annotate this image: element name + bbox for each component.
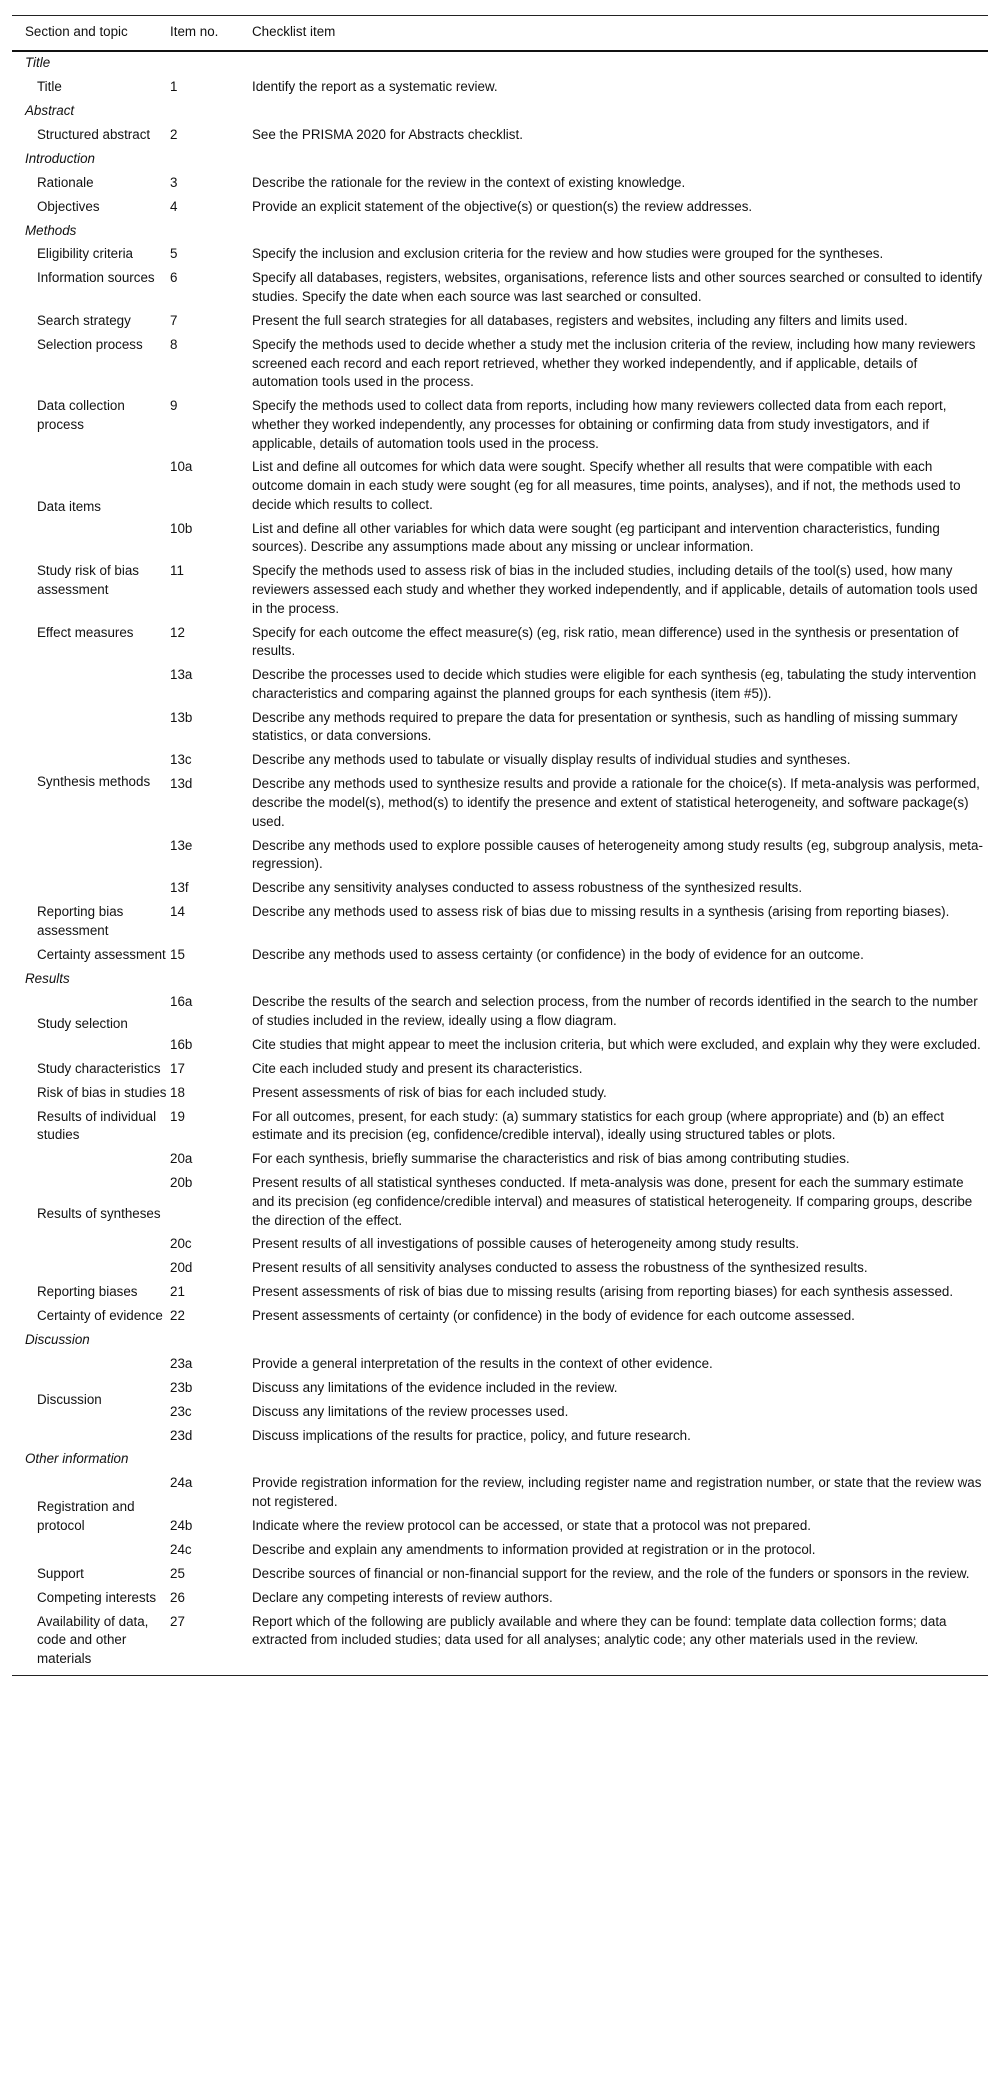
topic-cell: Risk of bias in studies — [37, 1084, 167, 1100]
checklist-item-text: Present results of all sensitivity analyses conducted to assess the robustness of the synthesized results. — [252, 1260, 868, 1276]
table-row — [12, 900, 988, 943]
checklist-item-text: Indicate where the review protocol can be accessed, or state that a protocol was not prepared. — [252, 1517, 812, 1533]
item-number: 13d — [170, 776, 193, 792]
table-row — [12, 1148, 988, 1172]
section-row — [12, 51, 988, 76]
checklist-item-text: Specify the methods used to assess risk of bias in the included studies, including details of the tool(s) used, how many reviewers assessed each study and whether they worked independently, and if applicable, details of automation tools used in the process. — [252, 563, 978, 616]
item-number: 15 — [170, 946, 185, 962]
item-number: 16a — [170, 994, 193, 1010]
checklist-item-text: Specify for each outcome the effect measure(s) (eg, risk ratio, mean difference) used in the synthesis or presentation of results. — [252, 624, 959, 659]
table-row — [12, 1057, 988, 1081]
table-row — [12, 309, 988, 333]
checklist-item-text: Describe any sensitivity analyses conducted to assess robustness of the synthesized results. — [252, 880, 803, 896]
checklist-item-text: Declare any competing interests of review authors. — [252, 1589, 553, 1605]
item-number: 20a — [170, 1151, 193, 1167]
section-heading: Methods — [25, 222, 77, 238]
section-row — [12, 1448, 988, 1472]
checklist-item-text: Describe sources of financial or non-financial support for the review, and the role of the funders or sponsors in the review. — [252, 1565, 970, 1581]
item-number: 17 — [170, 1060, 185, 1076]
checklist-item-text: Describe any methods used to synthesize results and provide a rationale for the choice(s). If meta-analysis was performed, describe the model(s), method(s) to identify the presence and extent of statistical heterogeneity, and software package(s) used. — [252, 776, 980, 829]
item-number: 20c — [170, 1236, 192, 1252]
section-row — [12, 99, 988, 123]
topic-cell: Reporting bias assessment — [37, 904, 124, 938]
item-number: 23b — [170, 1379, 193, 1395]
item-number: 20d — [170, 1260, 193, 1276]
item-number: 3 — [170, 174, 178, 190]
checklist-item-text: Present the full search strategies for all databases, registers and websites, including any filters and limits used. — [252, 312, 908, 328]
table-row — [12, 943, 988, 967]
item-number: 24a — [170, 1475, 193, 1491]
item-number: 2 — [170, 126, 178, 142]
checklist-item-text: Cite studies that might appear to meet the inclusion criteria, but which were excluded, and explain why they were excluded. — [252, 1037, 981, 1052]
table-row — [12, 1105, 988, 1148]
table-row — [12, 123, 988, 147]
topic-cell: Effect measures — [37, 624, 134, 640]
item-number: 27 — [170, 1610, 252, 1675]
table-row — [12, 1610, 988, 1675]
checklist-item-text: Discuss any limitations of the review processes used. — [252, 1403, 569, 1419]
checklist-item-text: Describe the rationale for the review in the context of existing knowledge. — [252, 174, 686, 190]
item-number: 6 — [170, 270, 178, 286]
checklist-item-text: See the PRISMA 2020 for Abstracts checklist. — [252, 126, 523, 142]
table-body — [12, 51, 988, 1675]
table-row — [12, 1586, 988, 1610]
topic-cell: Rationale — [37, 174, 94, 190]
section-heading: Results — [25, 970, 70, 986]
checklist-item-text: Present results of all investigations of possible causes of heterogeneity among study results. — [252, 1236, 800, 1252]
item-number: 7 — [170, 312, 178, 328]
item-number: 12 — [170, 624, 185, 640]
item-number: 19 — [170, 1108, 185, 1124]
item-number: 23d — [170, 1427, 193, 1443]
table-row — [12, 456, 988, 517]
header-section-topic: Section and topic — [12, 16, 170, 51]
table-row — [12, 395, 988, 456]
table-row — [12, 1562, 988, 1586]
topic-cell: Results of individual studies — [37, 1108, 157, 1143]
checklist-item-text: Specify the inclusion and exclusion criteria for the review and how studies were grouped for the syntheses. — [252, 246, 884, 262]
table-row — [12, 621, 988, 664]
topic-cell: Eligibility criteria — [37, 246, 133, 262]
checklist-item-text: Discuss implications of the results for practice, policy, and future research. — [252, 1427, 691, 1443]
checklist-item-text: For each synthesis, briefly summarise the characteristics and risk of bias among contributing studies. — [252, 1151, 850, 1167]
checklist-item-text: Cite each included study and present its characteristics. — [252, 1060, 583, 1076]
table-row — [12, 171, 988, 195]
checklist-item-text: Present assessments of risk of bias for each included study. — [252, 1084, 607, 1100]
topic-cell: Discussion — [37, 1391, 102, 1407]
checklist-item-text: Specify all databases, registers, websites, organisations, reference lists and other sources searched or consulted to identify studies. Specify the date when each source was last searched or consulted. — [252, 270, 983, 305]
checklist-item-text: Specify the methods used to decide whether a study met the inclusion criteria of the review, including how many reviewers screened each record and each report retrieved, whether they worked independently, and if applicable, details of automation tools used in the process. — [252, 336, 976, 390]
table-row — [12, 1472, 988, 1515]
table-row — [12, 991, 988, 1034]
item-number: 26 — [170, 1589, 185, 1605]
topic-cell: Study risk of bias assessment — [37, 563, 139, 597]
checklist-item-text: Describe the processes used to decide which studies were eligible for each synthesis (eg, tabulating the study intervention characteristics and comparing against the planned groups for each synthesis (item #5)). — [252, 667, 977, 701]
topic-cell: Selection process — [37, 336, 143, 352]
section-heading: Introduction — [25, 150, 95, 166]
checklist-item-text: Identify the report as a systematic review. — [252, 79, 498, 95]
topic-cell: Objectives — [37, 198, 100, 214]
table-row — [12, 560, 988, 621]
item-number: 13b — [170, 709, 193, 725]
table-row — [12, 333, 988, 394]
topic-cell: Competing interests — [37, 1589, 157, 1605]
table-row — [12, 664, 988, 707]
item-number: 24c — [170, 1541, 192, 1557]
checklist-item-text: Describe any methods used to explore possible causes of heterogeneity among study results (eg, subgroup analysis, meta-regression). — [252, 837, 983, 872]
item-number: 20b — [170, 1175, 193, 1191]
item-number: 18 — [170, 1084, 185, 1100]
topic-cell: Information sources — [37, 270, 155, 286]
item-number: 14 — [170, 904, 185, 920]
item-number: 4 — [170, 198, 178, 214]
item-number: 10b — [170, 520, 193, 536]
topic-cell: Registration and protocol — [37, 1499, 135, 1533]
item-number: 24b — [170, 1517, 193, 1533]
item-number: 23c — [170, 1403, 192, 1419]
table-row — [12, 1352, 988, 1376]
section-row — [12, 1328, 988, 1352]
topic-cell: Support — [37, 1565, 84, 1581]
item-number: 13a — [170, 667, 193, 683]
table-row — [12, 1081, 988, 1105]
topic-cell: Structured abstract — [37, 126, 151, 142]
item-number: 13f — [170, 880, 189, 896]
item-number: 11 — [170, 563, 184, 579]
topic-cell: Availability of data, code and other materials — [12, 1610, 170, 1675]
checklist-item-text: Describe the results of the search and selection process, from the number of records identified in the search to the number of studies included in the review, ideally using a flow diagram. — [252, 994, 978, 1029]
item-number: 8 — [170, 336, 178, 352]
item-number: 13e — [170, 837, 193, 853]
header-item-no: Item no. — [170, 16, 252, 51]
checklist-item-text: List and define all outcomes for which data were sought. Specify whether all results that were compatible with each outcome domain in each study were sought (eg for all measures, time points, analyses), and if not, the methods used to decide which results to collect. — [252, 459, 961, 512]
table-row — [12, 1305, 988, 1329]
topic-cell: Synthesis methods — [37, 773, 151, 789]
topic-cell: Reporting biases — [37, 1284, 138, 1300]
table-row — [12, 267, 988, 310]
checklist-item-text: Describe and explain any amendments to information provided at registration or in the protocol. — [252, 1541, 816, 1557]
header-checklist-item: Checklist item — [252, 16, 988, 51]
item-number: 1 — [170, 79, 178, 95]
table-row — [12, 243, 988, 267]
item-number: 10a — [170, 459, 193, 475]
table-row — [12, 1281, 988, 1305]
topic-cell: Results of syntheses — [37, 1205, 161, 1221]
table-header-row — [12, 16, 988, 51]
checklist-item-text: For all outcomes, present, for each study: (a) summary statistics for each group (where appropriate) and (b) an effect estimate and its precision (eg, confidence/credible interval), ideally using structured tables or plots. — [252, 1108, 944, 1143]
checklist-item-text: Describe any methods required to prepare the data for presentation or synthesis, such as handling of missing summary statistics, or data conversions. — [252, 709, 958, 744]
checklist-item-text: Specify the methods used to collect data from reports, including how many reviewers collected data from each report, whether they worked independently, any processes for obtaining or confirming data from study investigators, and if applicable, details of automation tools used in the process. — [252, 398, 947, 451]
checklist-item-text: Present results of all statistical syntheses conducted. If meta-analysis was done, present for each the summary estimate and its precision (eg confidence/credible interval) and measures of statistical heterogeneity. If comparing groups, describe the direction of the effect. — [252, 1175, 973, 1228]
checklist-item-text: Report which of the following are publicly available and where they can be found: template data collection forms; data extracted from included studies; data used for all analyses; analytic code; any other materials used in the review. — [252, 1610, 988, 1675]
item-number: 9 — [170, 398, 178, 414]
topic-cell: Data items — [37, 499, 101, 515]
item-number: 23a — [170, 1355, 193, 1371]
checklist-item-text: Describe any methods used to assess risk of bias due to missing results in a synthesis (arising from reporting biases). — [252, 904, 950, 920]
checklist-item-text: Present assessments of risk of bias due to missing results (arising from reporting biases) for each synthesis assessed. — [252, 1284, 954, 1300]
checklist-item-text: Describe any methods used to assess certainty (or confidence) in the body of evidence for an outcome. — [252, 946, 864, 962]
item-number: 21 — [170, 1284, 185, 1300]
section-heading: Title — [25, 55, 51, 71]
topic-cell: Certainty of evidence — [37, 1308, 163, 1324]
topic-cell: Search strategy — [37, 312, 131, 328]
topic-cell: Study selection — [37, 1015, 128, 1031]
item-number: 22 — [170, 1308, 185, 1324]
table-row — [12, 195, 988, 219]
section-row — [12, 219, 988, 243]
item-number: 16b — [170, 1037, 193, 1052]
topic-cell: Data collection process — [37, 398, 125, 432]
section-heading: Other information — [25, 1451, 129, 1467]
checklist-item-text: Provide registration information for the review, including register name and registration number, or state that the review was not registered. — [252, 1475, 982, 1510]
section-heading: Discussion — [25, 1332, 90, 1348]
checklist-item-text: Provide an explicit statement of the objective(s) or question(s) the review addresses. — [252, 198, 753, 214]
checklist-item-text: Describe any methods used to tabulate or visually display results of individual studies and syntheses. — [252, 752, 851, 768]
section-heading: Abstract — [25, 103, 75, 119]
checklist-item-text: Discuss any limitations of the evidence included in the review. — [252, 1379, 618, 1395]
topic-cell: Title — [37, 79, 62, 95]
checklist-item-text: Present assessments of certainty (or confidence) in the body of evidence for each outcome assessed. — [252, 1308, 855, 1324]
item-number: 13c — [170, 752, 192, 768]
topic-cell: Study characteristics — [37, 1060, 161, 1076]
checklist-item-text: List and define all other variables for which data were sought (eg participant and intervention characteristics, funding sources). Describe any assumptions made about any missing or unclear information. — [252, 520, 940, 555]
topic-cell: Certainty assessment — [37, 946, 166, 962]
item-number: 25 — [170, 1565, 185, 1581]
prisma-checklist-table — [12, 15, 988, 1676]
section-row — [12, 147, 988, 171]
table-row — [12, 76, 988, 100]
checklist-item-text: Provide a general interpretation of the results in the context of other evidence. — [252, 1355, 713, 1371]
item-number: 5 — [170, 246, 178, 262]
section-row — [12, 967, 988, 991]
